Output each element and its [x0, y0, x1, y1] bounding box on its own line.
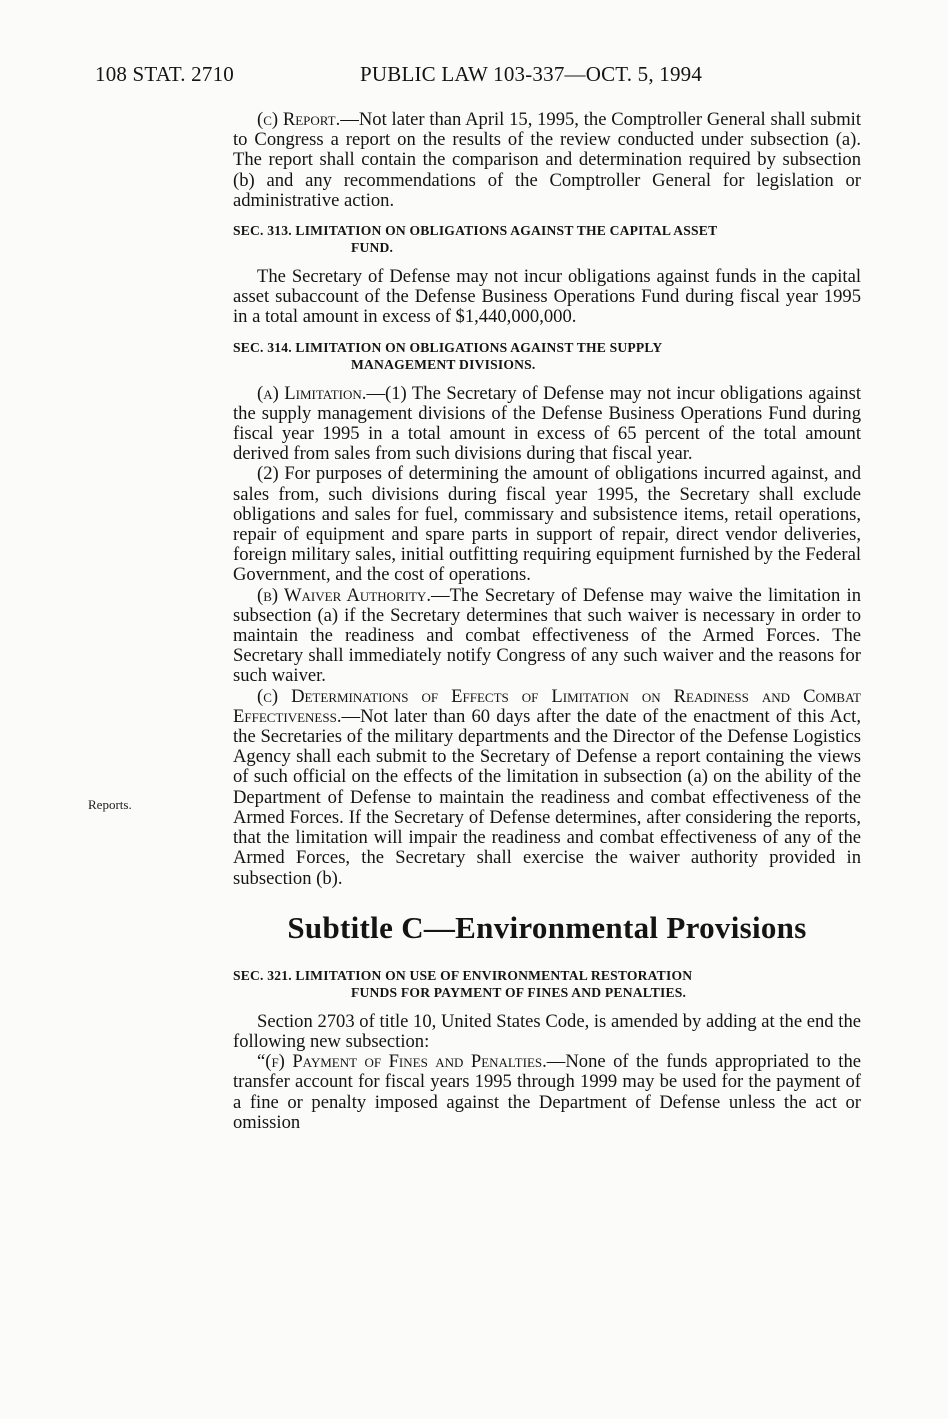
- public-law-citation: PUBLIC LAW 103-337—OCT. 5, 1994: [360, 62, 703, 86]
- stat-page-number: 108 STAT. 2710: [95, 62, 234, 86]
- paragraph-c-report: [233, 110, 861, 211]
- section-heading-continuation: FUND.: [351, 240, 394, 256]
- paragraph-a-limitation: [233, 384, 861, 465]
- section-heading-line: SEC. 314. LIMITATION ON OBLIGATIONS AGAINST THE SUPPLY: [233, 339, 663, 355]
- paragraph-c-determinations: [233, 687, 861, 889]
- subtitle-heading: Subtitle C—Environmental Provisions: [287, 909, 807, 945]
- body-text: [233, 110, 861, 1133]
- margin-note-reports: Reports.: [88, 797, 132, 812]
- section-heading-continuation: FUNDS FOR PAYMENT OF FINES AND PENALTIES.: [351, 984, 687, 1000]
- section-313-heading: [233, 222, 861, 256]
- subsection-label: (b) Waiver Authority.: [257, 584, 431, 606]
- paragraph-text: —The Secretary of Defense may waive the limitation in subsection (a) if the Secretary determines that such waiver is necessary in order to maintain the readiness and combat effectiveness of the Armed Forces. The Secretary shall immediately notify Congress of any such waiver and the reasons for such waiver.: [233, 584, 861, 687]
- paragraph-f-fines: [233, 1052, 861, 1133]
- section-314-heading: [233, 339, 861, 373]
- paragraph-b-waiver: [233, 586, 861, 687]
- paragraph-a2: (2) For purposes of determining the amount of obligations incurred against, and sales from, such divisions during fiscal year 1995, the Secretary shall exclude obligations and sales for fuel, commissary and subsistence items, retail operations, repair of equipment and spare parts in support of repair, direct vendor deliveries, foreign military sales, initial outfitting requiring equipment furnished by the Federal Government, and the cost of operations.: [233, 463, 861, 586]
- section-321-text: Section 2703 of title 10, United States Code, is amended by adding at the end the following new subsection:: [233, 1010, 861, 1052]
- section-313-text: The Secretary of Defense may not incur obligations against funds in the capital asset subaccount of the Defense Business Operations Fund during fiscal year 1995 in a total amount in excess of $1,440,000,000.: [233, 266, 861, 328]
- paragraph-text: —(1) The Secretary of Defense may not incur obligations against the supply management divisions of the Defense Business Operations Fund during fiscal year 1995 in a total amount in excess of 65 percent of the total amount derived from sales from such divisions during that fiscal year.: [233, 382, 861, 465]
- section-321-heading: [233, 967, 861, 1001]
- subsection-label: “(f) Payment of Fines and Penalties.: [257, 1051, 547, 1073]
- section-heading-line: SEC. 321. LIMITATION ON USE OF ENVIRONMENTAL RESTORATION: [233, 967, 693, 983]
- subsection-label: (c) Report.: [257, 109, 341, 130]
- paragraph-text: —None of the funds appropriated to the transfer account for fiscal years 1995 through 1999 may be used for the payment of a fine or penalty imposed against the Department of Defense unless the act or omission: [233, 1051, 861, 1133]
- section-heading-continuation: MANAGEMENT DIVISIONS.: [351, 356, 536, 372]
- section-heading-line: SEC. 313. LIMITATION ON OBLIGATIONS AGAINST THE CAPITAL ASSET: [233, 223, 718, 239]
- paragraph-text: —Not later than 60 days after the date of the enactment of this Act, the Secretaries of the military departments and the Director of the Defense Logistics Agency shall each submit to the Secretary of Defense a report containing the views of such official on the effects of the limitation in subsection (a) on the ability of the Department of Defense to maintain the readiness and combat effectiveness of the Armed Forces. If the Secretary of Defense determines, after considering the reports, that the limitation will impair the readiness and combat effectiveness of any of the Armed Forces, the Secretary shall exercise the waiver authority provided in subsection (b).: [233, 705, 861, 889]
- subsection-label: (c) Determinations of Effects of Limitation on Readiness and Combat Effectiveness.: [233, 685, 861, 727]
- subsection-label: (a) Limitation.: [257, 382, 367, 404]
- paragraph-text: —Not later than April 15, 1995, the Comptroller General shall submit to Congress a report on the results of the review conducted under subsection (a). The report shall contain the comparison and determination required by subsection (b) and any recommendations of the Comptroller General for legislation or administrative action.: [233, 109, 862, 211]
